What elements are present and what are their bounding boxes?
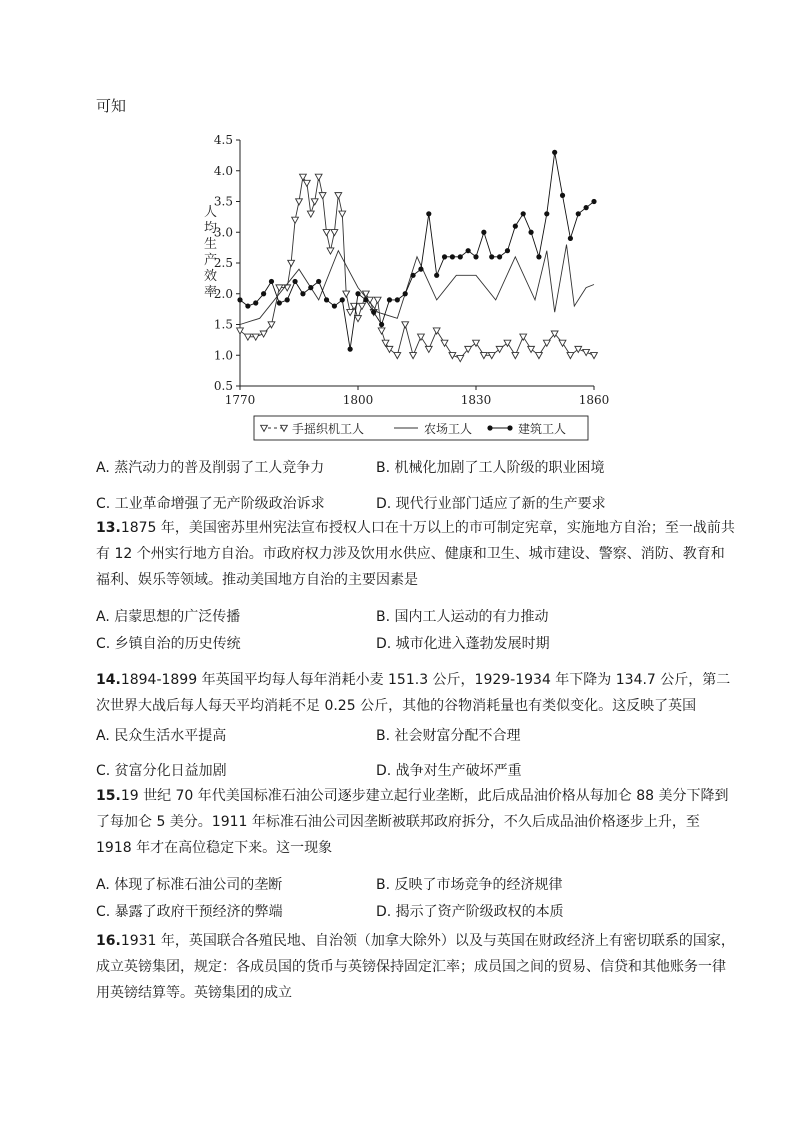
series-1-point xyxy=(575,346,582,352)
series-1-point xyxy=(433,328,440,334)
series-3-point xyxy=(528,230,533,235)
series-3-point xyxy=(292,279,297,284)
series-3-point xyxy=(348,347,353,352)
y-tick-label: 2.0 xyxy=(213,286,233,301)
series-1-point xyxy=(311,199,318,205)
y-tick-label: 2.5 xyxy=(213,256,233,270)
series-line-1 xyxy=(240,177,594,358)
series-line-3 xyxy=(240,152,594,349)
series-1-point xyxy=(315,174,322,180)
series-3-point xyxy=(261,291,266,296)
series-1-point xyxy=(591,353,598,359)
q13-option-c[interactable]: C. 乡镇自治的历史传统 xyxy=(96,636,241,652)
x-tick-label: 1770 xyxy=(224,393,256,407)
series-1-point xyxy=(359,303,366,309)
series-3-point xyxy=(505,248,510,253)
series-1-point xyxy=(300,174,307,180)
series-1-point xyxy=(512,353,519,359)
q13-option-a[interactable]: A. 启蒙思想的广泛传播 xyxy=(96,609,241,625)
y-tick-label: 3.0 xyxy=(213,225,233,240)
question-15-text: 19 世纪 70 年代美国标准石油公司逐步建立起行业垄断，此后成品油价格从每加仑 88 美分下降到了每加仑 5 美分。1911 年标准石油公司因垄断被联邦政府拆分，不久后成品油价格逐步上升，至 1918 年才在高位稳定下来。这一现象 xyxy=(96,788,729,856)
q12-option-d[interactable]: D. 现代行业部门适应了新的生产要求 xyxy=(376,496,606,512)
series-1-point xyxy=(504,340,511,346)
series-1-point xyxy=(343,291,350,297)
question-16-stem xyxy=(96,928,736,1006)
series-3-point xyxy=(316,279,321,284)
y-tick-label: 0.5 xyxy=(213,379,233,393)
series-3-point xyxy=(355,291,360,296)
y-tick-label: 4.0 xyxy=(213,163,233,178)
question-15-number: 15. xyxy=(96,788,121,804)
series-1-point xyxy=(543,340,550,346)
series-3-point xyxy=(568,236,573,241)
q14-option-a[interactable]: A. 民众生活水平提高 xyxy=(96,728,227,744)
q13-option-b[interactable]: B. 国内工人运动的有力推动 xyxy=(376,609,549,625)
q15-option-c[interactable]: C. 暴露了政府干预经济的弊端 xyxy=(96,904,283,920)
series-3-point xyxy=(489,254,494,259)
question-16-number: 16. xyxy=(96,933,121,949)
series-1-point xyxy=(347,309,354,315)
series-1-point xyxy=(583,349,590,355)
series-1-point xyxy=(473,340,480,346)
series-3-point xyxy=(473,254,478,259)
series-3-point xyxy=(237,297,242,302)
legend-swatch-marker xyxy=(507,425,512,430)
series-1-point xyxy=(418,334,425,340)
series-1-point xyxy=(559,340,566,346)
series-1-point xyxy=(237,328,244,334)
series-1-point xyxy=(410,353,417,359)
series-1-point xyxy=(382,340,389,346)
series-1-point xyxy=(425,346,432,352)
question-13-text: 1875 年，美国密苏里州宪法宣布授权人口在十万以上的市可制定宪章，实施地方自治；至一战前共有 12 个州实行地方自治。市政府权力涉及饮用水供应、健康和卫生、城市建设、警察、消防、教育和福利、娱乐等领域。推动美国地方自治的主要因素是 xyxy=(96,520,735,588)
series-3-point xyxy=(363,297,368,302)
series-3-point xyxy=(434,273,439,278)
series-1-point xyxy=(394,353,401,359)
series-3-point xyxy=(387,297,392,302)
intro-text: 可知 xyxy=(96,97,127,115)
q12-option-a[interactable]: A. 蒸汽动力的普及削弱了工人竞争力 xyxy=(96,460,325,476)
question-16-text: 1931 年，英国联合各殖民地、自治领（加拿大除外）以及与英国在财政经济上有密切联系的国家，成立英镑集团，规定：各成员国的货币与英镑保持固定汇率；成员国之间的贸易、信贷和其他账务一律用英镑结算等。英镑集团的成立 xyxy=(96,933,735,1001)
y-tick-label: 1.5 xyxy=(213,317,233,332)
series-1-point xyxy=(496,346,503,352)
line-chart xyxy=(198,130,618,445)
series-1-point xyxy=(457,356,464,362)
legend-entry-label-1: 手摇织机工人 xyxy=(292,422,365,436)
series-1-point xyxy=(536,353,543,359)
series-1-point xyxy=(303,180,310,186)
series-3-point xyxy=(584,205,589,210)
series-1-point xyxy=(292,217,299,223)
question-14-stem xyxy=(96,667,736,719)
series-3-point xyxy=(521,211,526,216)
y-axis-label: 人均生产效率 xyxy=(204,205,218,300)
series-1-point xyxy=(296,199,303,205)
series-3-point xyxy=(245,303,250,308)
q14-option-b[interactable]: B. 社会财富分配不合理 xyxy=(376,728,521,744)
series-3-point xyxy=(560,193,565,198)
series-3-point xyxy=(371,310,376,315)
q12-option-c[interactable]: C. 工业革命增强了无产阶级政治诉求 xyxy=(96,496,325,512)
series-1-point xyxy=(520,334,527,340)
q12-option-b[interactable]: B. 机械化加剧了工人阶级的职业困境 xyxy=(376,460,605,476)
series-1-point xyxy=(378,328,385,334)
x-tick-label: 1860 xyxy=(578,393,610,407)
series-3-point xyxy=(426,211,431,216)
x-tick-label: 1800 xyxy=(342,393,374,407)
x-tick-label: 1830 xyxy=(460,393,492,407)
series-3-point xyxy=(458,254,463,259)
series-3-point xyxy=(332,303,337,308)
q15-option-d[interactable]: D. 揭示了资产阶级政权的本质 xyxy=(376,904,564,920)
series-1-point xyxy=(355,316,362,322)
series-3-point xyxy=(481,230,486,235)
series-3-point xyxy=(285,297,290,302)
series-1-point xyxy=(374,297,381,303)
q13-option-d[interactable]: D. 城市化进入蓬勃发展时期 xyxy=(376,636,550,652)
series-1-point xyxy=(327,248,334,254)
question-13-stem xyxy=(96,515,736,593)
series-1-point xyxy=(339,211,346,217)
question-15-stem xyxy=(96,783,736,861)
series-1-point xyxy=(449,353,456,359)
series-1-point xyxy=(528,346,535,352)
question-14-text: 1894-1899 年英国平均每人每年消耗小麦 151.3 公斤，1929-1934 年下降为 134.7 公斤，第二次世界大战后每人每天平均消耗不足 0.25 公斤，其他的谷物消耗量也有类似变化。这反映了英国 xyxy=(96,672,731,714)
question-13-number: 13. xyxy=(96,520,121,536)
series-1-point xyxy=(307,211,314,217)
legend-entry-label-2: 农场工人 xyxy=(424,422,473,436)
legend-swatch-marker xyxy=(487,425,492,430)
series-3-point xyxy=(277,300,282,305)
series-3-point xyxy=(324,297,329,302)
q14-option-d[interactable]: D. 战争对生产破坏严重 xyxy=(376,763,522,779)
q14-option-c[interactable]: C. 贫富分化日益加剧 xyxy=(96,763,227,779)
series-1-point xyxy=(441,340,448,346)
series-3-point xyxy=(576,211,581,216)
q15-option-b[interactable]: B. 反映了市场竞争的经济规律 xyxy=(376,877,563,893)
series-3-point xyxy=(269,279,274,284)
series-3-point xyxy=(536,254,541,259)
question-14-number: 14. xyxy=(96,672,121,688)
series-3-point xyxy=(513,224,518,229)
series-1-point xyxy=(288,260,295,266)
series-1-point xyxy=(386,346,393,352)
series-3-point xyxy=(308,285,313,290)
series-3-point xyxy=(300,291,305,296)
y-tick-label: 3.5 xyxy=(213,194,233,209)
series-3-point xyxy=(466,248,471,253)
series-1-point xyxy=(260,331,267,337)
legend-entry-label-3: 建筑工人 xyxy=(518,422,567,436)
series-1-point xyxy=(567,353,574,359)
series-1-point xyxy=(331,230,338,236)
series-1-point xyxy=(335,193,342,199)
series-3-point xyxy=(253,300,258,305)
series-3-point xyxy=(544,211,549,216)
series-3-point xyxy=(442,254,447,259)
series-3-point xyxy=(403,291,408,296)
series-3-point xyxy=(450,254,455,259)
series-3-point xyxy=(410,273,415,278)
series-3-point xyxy=(418,267,423,272)
series-3-point xyxy=(497,254,502,259)
series-1-point xyxy=(402,322,409,328)
series-1-point xyxy=(319,193,326,199)
q15-option-a[interactable]: A. 体现了标准石油公司的垄断 xyxy=(96,877,283,893)
y-tick-label: 1.0 xyxy=(213,348,233,363)
series-3-point xyxy=(395,297,400,302)
series-3-point xyxy=(340,297,345,302)
series-1-point xyxy=(323,230,330,236)
series-3-point xyxy=(379,322,384,327)
series-3-point xyxy=(591,199,596,204)
series-3-point xyxy=(552,150,557,155)
y-tick-label: 4.5 xyxy=(213,133,233,147)
